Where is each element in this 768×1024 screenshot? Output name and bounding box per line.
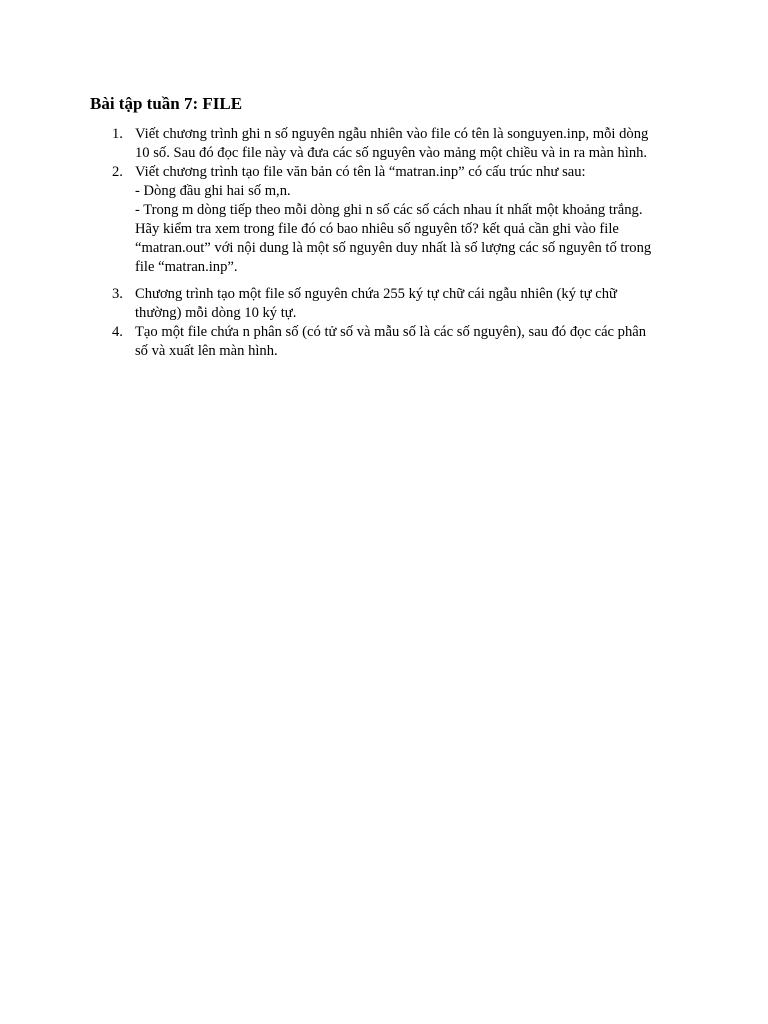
- item-text-line: - Trong m dòng tiếp theo mỗi dòng ghi n số các số cách nhau ít nhất một khoảng trắng.: [135, 202, 643, 218]
- list-item: [90, 125, 690, 163]
- exercise-list: [90, 125, 690, 361]
- item-text-line: Viết chương trình ghi n số nguyên ngẫu nhiên vào file có tên là songuyen.inp, mỗi dòng: [135, 126, 649, 142]
- list-item: [90, 323, 690, 361]
- item-text-line: - Dòng đầu ghi hai số m,n.: [135, 183, 291, 199]
- item-text-line: file “matran.inp”.: [135, 259, 238, 275]
- item-number: 3.: [112, 286, 123, 302]
- item-text-line: Chương trình tạo một file số nguyên chứa 255 ký tự chữ cái ngẫu nhiên (ký tự chữ: [135, 286, 617, 302]
- list-item: [90, 163, 690, 277]
- item-number: 1.: [112, 126, 123, 142]
- item-number: 2.: [112, 164, 123, 180]
- document-title: Bài tập tuần 7: FILE: [90, 94, 243, 113]
- list-item: [90, 285, 690, 323]
- item-text-line: 10 số. Sau đó đọc file này và đưa các số nguyên vào mảng một chiều và in ra màn hình.: [135, 145, 648, 161]
- item-text-line: Tạo một file chứa n phân số (có tử số và mẫu số là các số nguyên), sau đó đọc các phân: [135, 324, 647, 340]
- item-text-line: “matran.out” với nội dung là một số nguyên duy nhất là số lượng các số nguyên tố trong: [135, 240, 652, 256]
- item-text-line: thường) mỗi dòng 10 ký tự.: [135, 305, 297, 321]
- item-text-line: Hãy kiểm tra xem trong file đó có bao nhiêu số nguyên tố? kết quả cần ghi vào file: [135, 221, 619, 237]
- item-text-line: số và xuất lên màn hình.: [135, 343, 278, 359]
- item-number: 4.: [112, 324, 123, 340]
- item-text-line: Viết chương trình tạo file văn bản có tên là “matran.inp” có cấu trúc như sau:: [135, 164, 586, 180]
